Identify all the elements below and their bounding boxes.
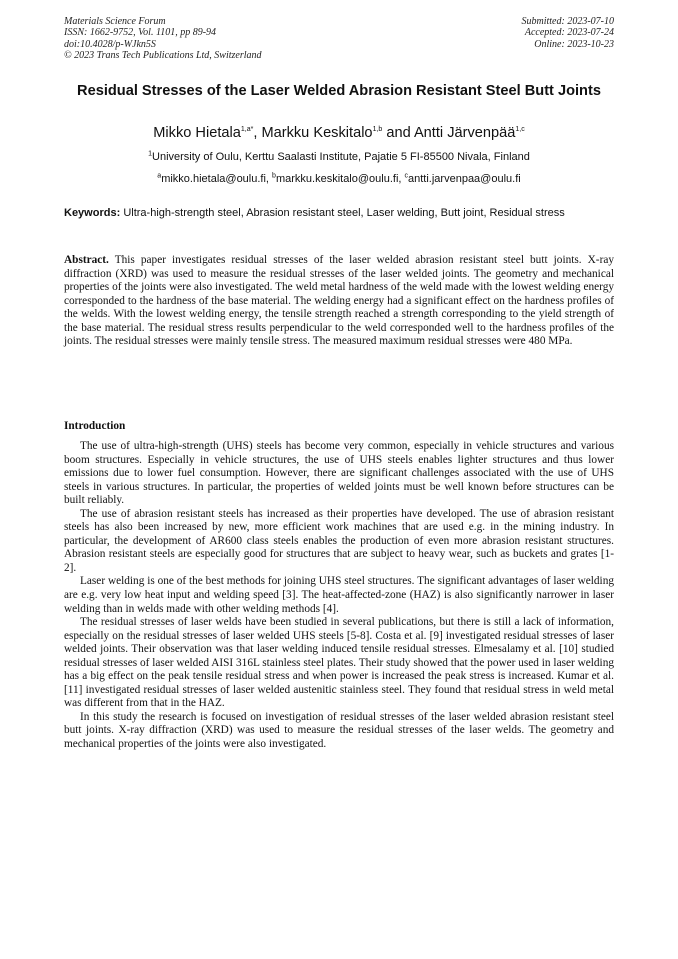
email-address[interactable]: mikko.hietala@oulu.fi	[161, 173, 266, 185]
accepted-date: Accepted: 2023-07-24	[524, 27, 614, 39]
email-superscript: c	[404, 172, 409, 180]
journal-issn: ISSN: 1662-9752, Vol. 1101, pp 89-94	[64, 27, 217, 39]
author-superscript: 1,b	[372, 126, 383, 134]
email-superscript: b	[272, 172, 276, 180]
abstract-label: Abstract.	[64, 254, 109, 266]
paragraph: The residual stresses of laser welds have been studied in several publications, but there is still a lack of information, especially on the residual stresses of laser welded UHS steels [5-8]. Costa et al. [9] investigated residual stresses of laser welded joints. Their observation was that laser welding induced tensile residual stresses. Elmesalamy et al. [10] studied residual stresses of laser welded AISI 316L stainless steel plates. Their study showed that the power used in laser welding has a big effect on the peak tensile residual stress and when power is increased the peak stress is increased. Kumar et al. [11] investigated residual stresses of laser welded austenitic stainless steel. They found that residual stress in weld metal was different from that in the HAZ.	[64, 616, 614, 710]
author-name: Markku Keskitalo	[261, 125, 373, 141]
keywords-label: Keywords:	[64, 207, 121, 219]
journal-copyright: © 2023 Trans Tech Publications Ltd, Switzerland	[64, 49, 262, 61]
submitted-date: Submitted: 2023-07-10	[521, 16, 614, 27]
email-superscript: a	[157, 172, 162, 180]
author-superscript: 1,a*	[240, 126, 254, 134]
author-superscript: 1,c	[515, 126, 525, 134]
author-name: Antti Järvenpää	[413, 125, 516, 141]
paragraph: In this study the research is focused on investigation of residual stresses of the laser welded abrasion resistant steel butt joints. X-ray diffraction (XRD) was used to measure the residual stresses of the laser welds. The geometry and mechanical properties of the joints were also investigated.	[64, 710, 614, 751]
paragraph: The use of ultra-high-strength (UHS) steels has become very common, especially in vehicle structures and various boom structures. Especially in vehicle structures, the use of UHS steels enables lighter structures and thus lower emissions due to lower fuel consumption. However, there are significant challenges associated with the use of UHS steels in various structures. In particular, the properties of welded joints must be well known before structures can be built reliably.	[64, 440, 614, 507]
keywords-text: Ultra-high-strength steel, Abrasion resistant steel, Laser welding, Butt joint, Residual stress	[123, 207, 565, 219]
email-list	[64, 172, 614, 186]
online-date: Online: 2023-10-23	[534, 38, 614, 50]
journal-doi: doi:10.4028/p-WJkn5S	[64, 38, 156, 50]
keywords	[64, 206, 614, 220]
journal-info	[64, 16, 262, 61]
email-address[interactable]: markku.keskitalo@oulu.fi	[275, 173, 399, 185]
affiliation	[64, 150, 614, 164]
abstract-text: This paper investigates residual stresses of the laser welded abrasion resistant steel butt joints. X-ray diffraction (XRD) was used to measure the residual stresses of the laser welded joints. The geometry and mechanical properties of the joints were also investigated. The weld metal hardness of the weld made with the lowest welding energy corresponded to the hardness of the base material. The welding energy had a significant effect on the hardness profiles of the welds. With the lowest welding energy, the tensile strength reached a strength corresponding to the yield strength of the base material. The residual stress results perpendicular to the weld corresponded well to the hardness profiles of the joints. The residual stresses were mainly tensile stress. The measured maximum residual stresses were 480 MPa.	[64, 254, 614, 348]
author-separator: and	[382, 125, 414, 141]
journal-name: Materials Science Forum	[64, 16, 166, 27]
email-separator: ,	[398, 173, 405, 185]
author-list	[64, 124, 614, 142]
paragraph: The use of abrasion resistant steels has increased as their properties have developed. The use of abrasion resistant steels has also been increased by new, more efficient work machines that are used e.g. in the mining industry. In particular, the development of AR600 class steels enables the production of even more abrasion resistant structures. Abrasion resistant steels are especially good for structures that are subject to heavy wear, such as buckets and grates [1-2].	[64, 507, 614, 574]
affiliation-text: University of Oulu, Kerttu Saalasti Institute, Pajatie 5 FI-85500 Nivala, Finland	[152, 151, 530, 163]
introduction-body	[64, 440, 614, 752]
email-address[interactable]: antti.jarvenpaa@oulu.fi	[408, 173, 521, 185]
publication-dates	[522, 16, 615, 50]
author-name: Mikko Hietala	[153, 125, 241, 141]
abstract	[64, 254, 614, 349]
paragraph: Laser welding is one of the best methods for joining UHS steel structures. The significant advantages of laser welding are e.g. very low heat input and welding speed [3]. The heat-affected-zone (HAZ) is also significantly narrower in laser welding than in welds made with other welding methods [4].	[64, 575, 614, 615]
section-heading-introduction: Introduction	[64, 420, 126, 432]
email-separator: ,	[265, 173, 273, 185]
affiliation-superscript: 1	[148, 150, 153, 158]
paper-title: Residual Stresses of the Laser Welded Abrasion Resistant Steel Butt Joints	[77, 83, 601, 99]
author-separator: ,	[253, 125, 262, 141]
